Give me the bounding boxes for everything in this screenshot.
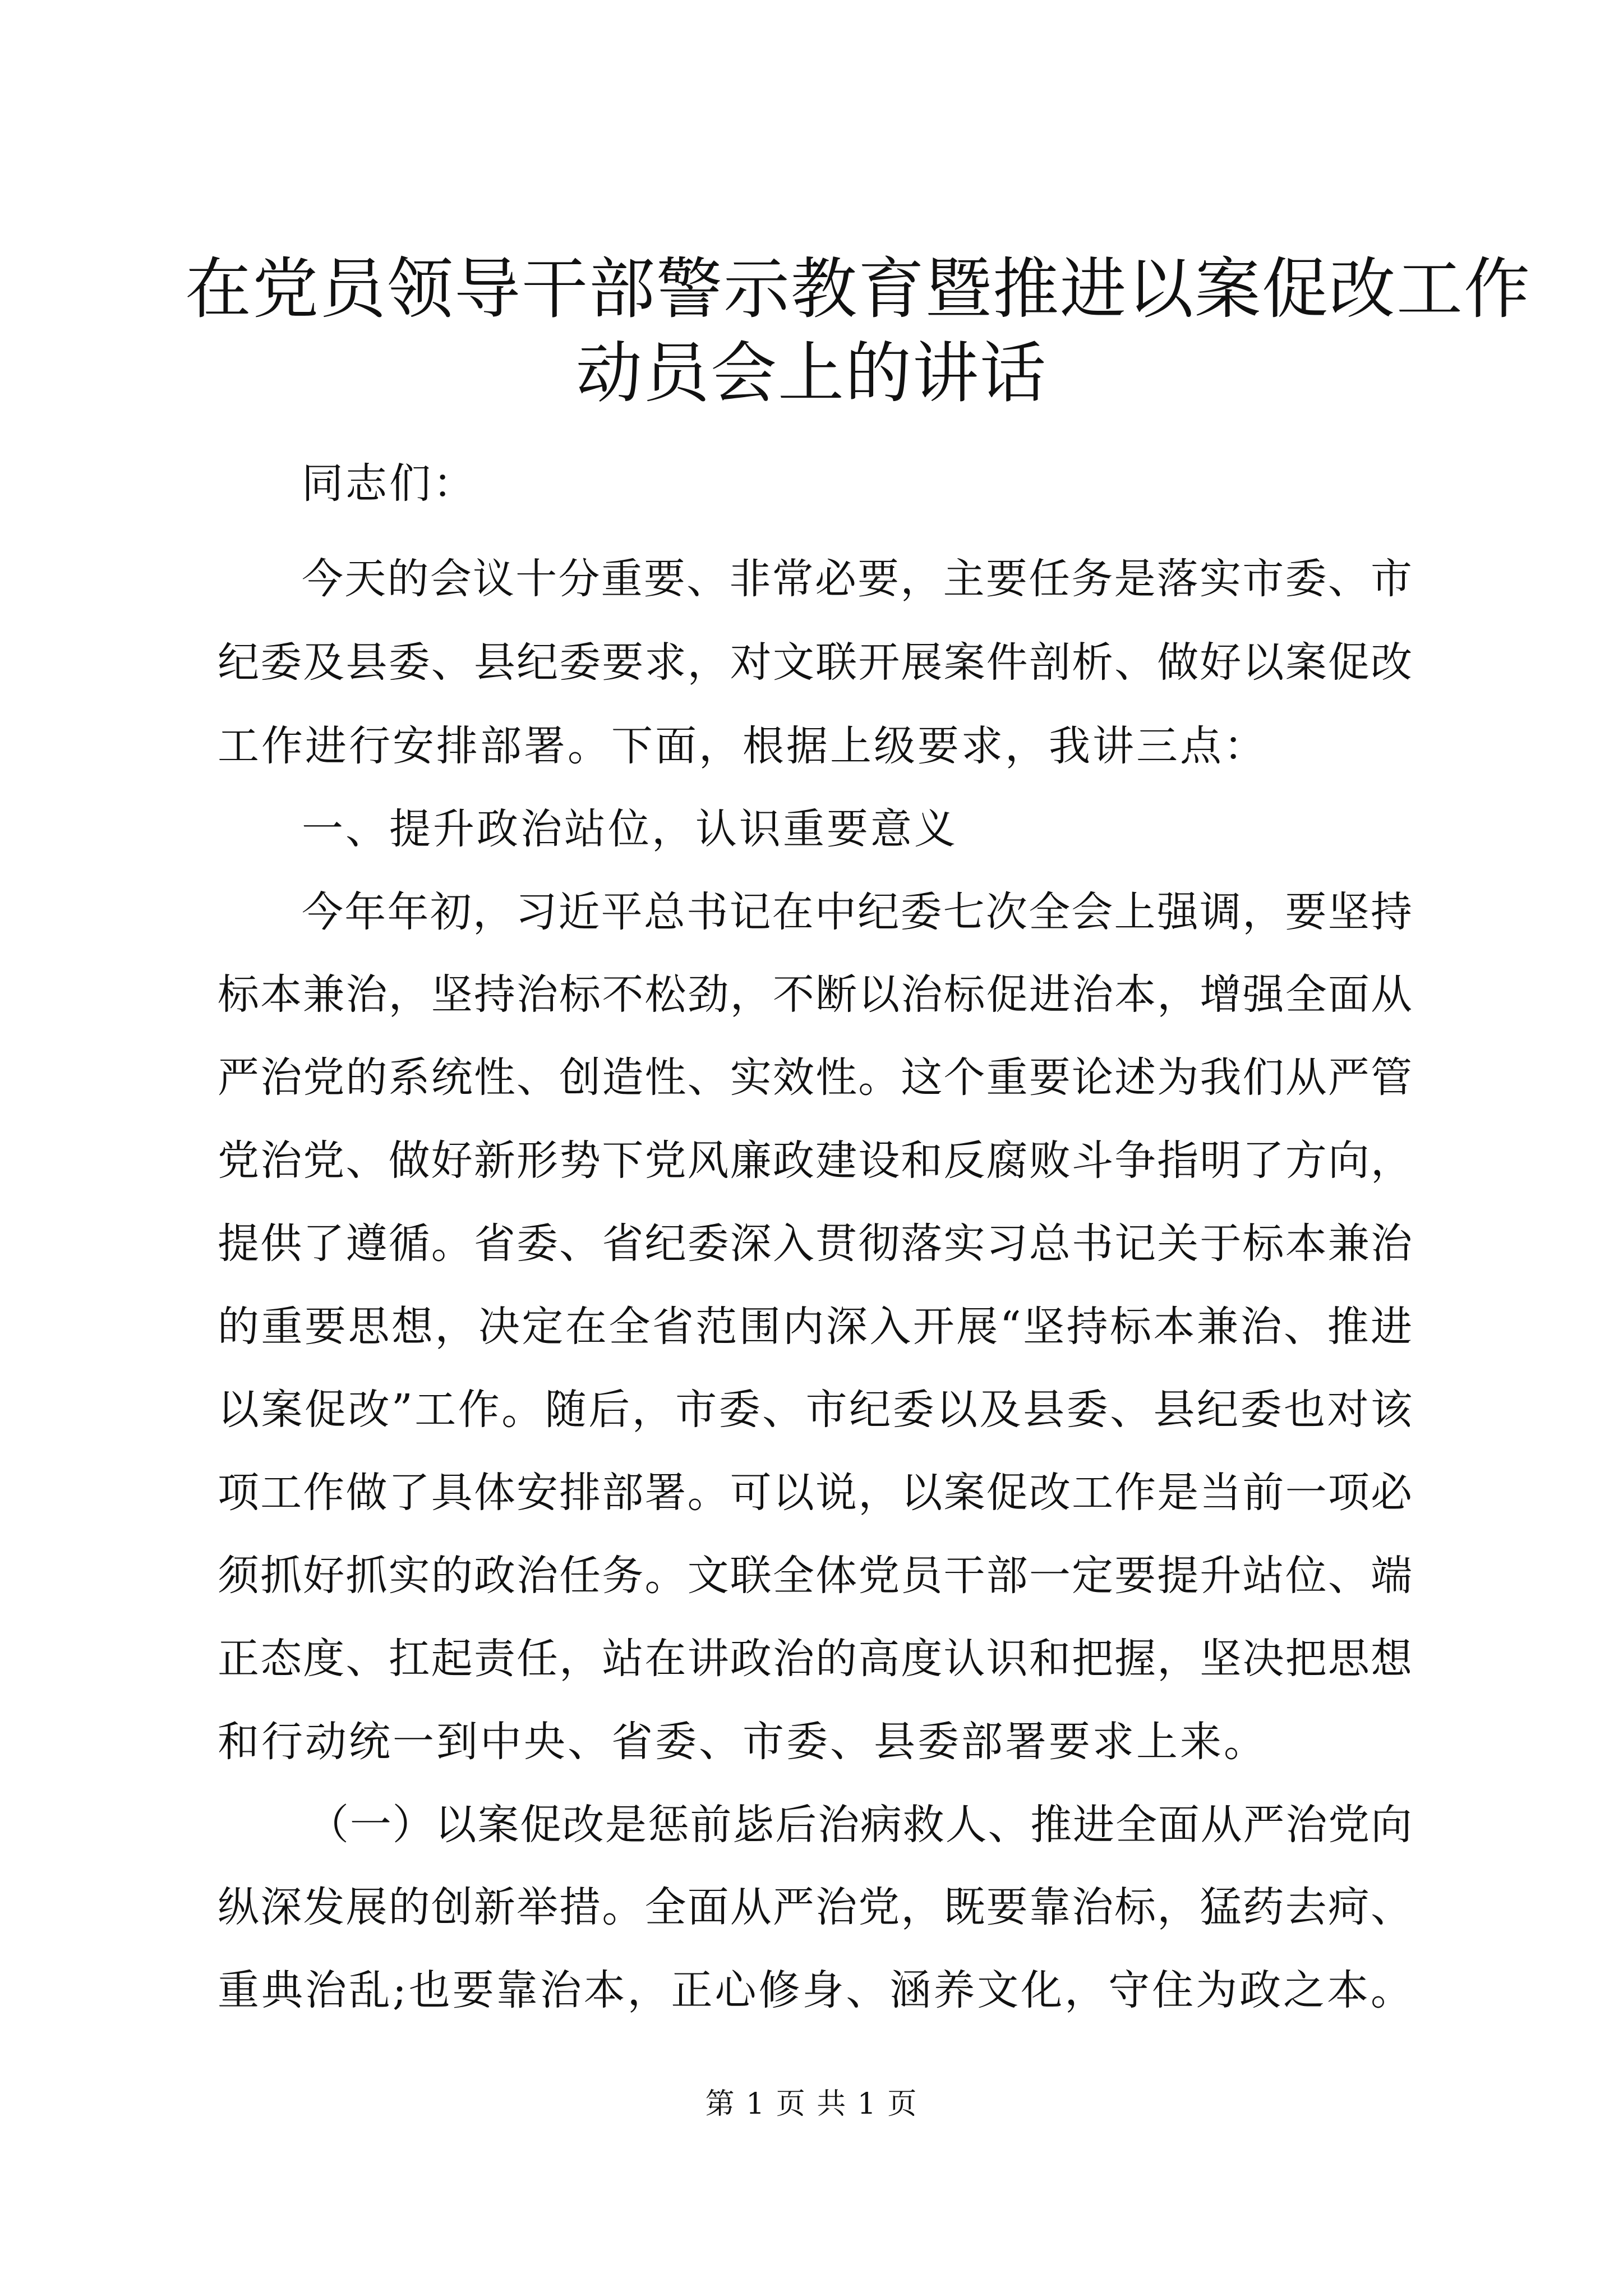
section-heading: 一、提升政治站位，认识重要意义 <box>302 805 958 853</box>
paragraph-line: 严治党的系统性、创造性、实效性。这个重要论述为我们从严管 <box>218 1053 1412 1102</box>
paragraph-line: 项工作做了具体安排部署。可以说，以案促改工作是当前一项必 <box>218 1469 1412 1517</box>
paragraph-line: 纪委及县委、县纪委要求，对文联开展案件剖析、做好以案促改 <box>218 638 1412 687</box>
paragraph-line: 以案促改”工作。随后，市委、市纪委以及县委、县纪委也对该 <box>218 1386 1412 1434</box>
paragraph-line: 提供了遵循。省委、省纪委深入贯彻落实习总书记关于标本兼治 <box>218 1220 1412 1268</box>
paragraph-line: 正态度、扛起责任，站在讲政治的高度认识和把握，坚决把思想 <box>218 1635 1412 1683</box>
paragraph-line: 纵深发展的创新举措。全面从严治党，既要靠治标，猛药去疴、 <box>218 1883 1412 1931</box>
paragraph-line: 党治党、做好新形势下党风廉政建设和反腐败斗争指明了方向， <box>218 1137 1412 1185</box>
paragraph-line: 今年年初，习近平总书记在中纪委七次全会上强调，要坚持 <box>302 888 1412 936</box>
document-title-line-2: 动员会上的讲话 <box>575 334 1047 412</box>
page-footer: 第 1 页 共 1 页 <box>705 2087 918 2121</box>
salutation: 同志们： <box>302 459 477 508</box>
paragraph-line: 和行动统一到中央、省委、市委、县委部署要求上来。 <box>218 1718 1267 1766</box>
paragraph-line: 标本兼治，坚持治标不松劲，不断以治标促进治本，增强全面从 <box>218 970 1412 1019</box>
paragraph-line: 工作进行安排部署。下面，根据上级要求，我讲三点： <box>218 722 1267 770</box>
paragraph-line: 重典治乱;也要靠治本，正心修身、涵养文化，守住为政之本。 <box>218 1966 1412 2014</box>
document-title-line-1: 在党员领导干部警示教育暨推进以案促改工作 <box>185 250 1532 328</box>
paragraph-line: 今天的会议十分重要、非常必要，主要任务是落实市委、市 <box>302 555 1412 603</box>
paragraph-line: （一）以案促改是惩前毖后治病救人、推进全面从严治党向 <box>307 1801 1412 1849</box>
paragraph-line: 须抓好抓实的政治任务。文联全体党员干部一定要提升站位、端 <box>218 1552 1412 1600</box>
paragraph-line: 的重要思想，决定在全省范围内深入开展“坚持标本兼治、推进 <box>218 1303 1412 1351</box>
